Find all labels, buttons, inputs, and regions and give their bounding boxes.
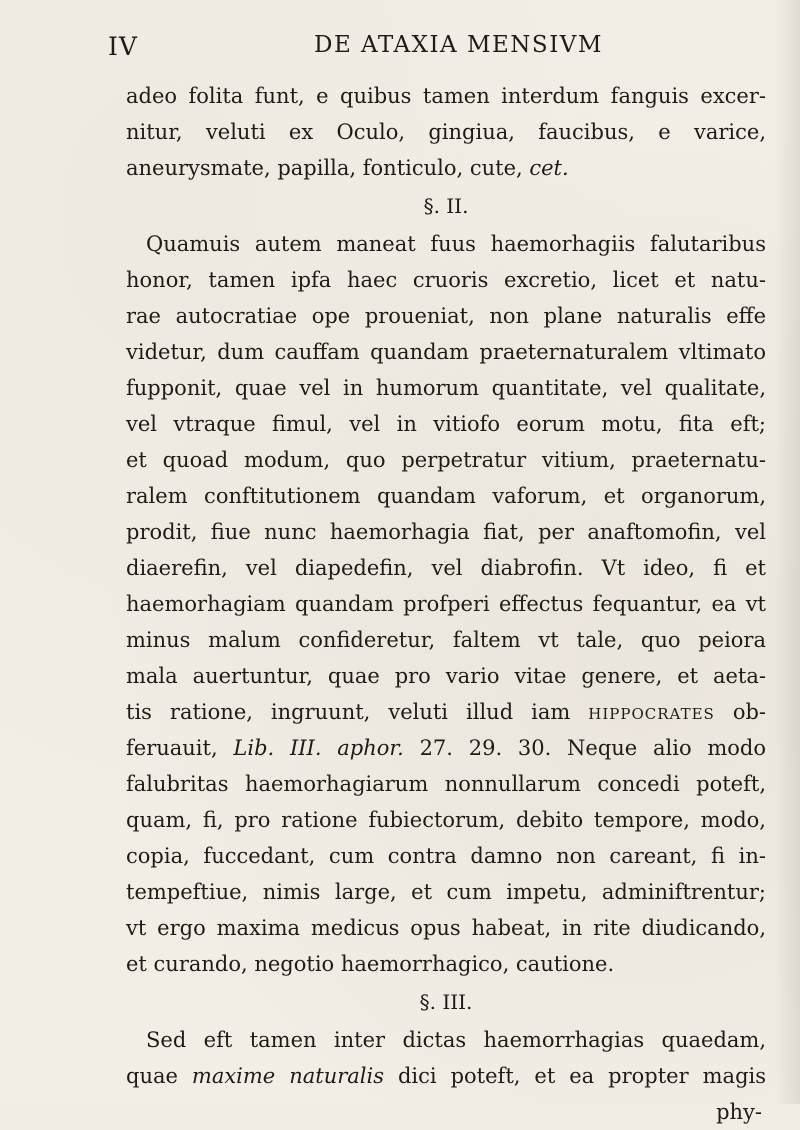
text-line: minus malum confideretur, faltem vt tale, quo peiora xyxy=(126,628,766,652)
text-span: feruauit, xyxy=(126,736,234,760)
text-span: tis ratione, ingruunt, veluti illud iam xyxy=(126,700,589,724)
text-line: tempeftiue, nimis large, et cum impetu, adminiftrentur; xyxy=(126,880,766,904)
author-name: hippocrates xyxy=(588,700,715,724)
section-heading-3: §. III. xyxy=(419,990,473,1014)
text-line: ralem conftitutionem quandam vaforum, et organorum, xyxy=(126,484,766,508)
page-number: IV xyxy=(108,32,138,61)
text-line: fupponit, quae vel in humorum quantitate, vel qualitate, xyxy=(126,376,766,400)
italic-phrase: maxime naturalis xyxy=(191,1064,384,1088)
text-line: nitur, veluti ex Oculo, gingiua, faucibus, e varice, xyxy=(126,120,766,144)
text-line: Sed eft tamen inter dictas haemorrhagias quaedam, xyxy=(146,1028,766,1052)
text-span: ob- xyxy=(714,700,766,724)
text-line: prodit, fiue nunc haemorhagia fiat, per anaftomofin, vel xyxy=(126,520,766,544)
text-line: videtur, dum cauffam quandam praeternaturalem vltimato xyxy=(126,340,766,364)
text-line xyxy=(126,694,766,730)
catchword: phy- xyxy=(716,1100,762,1124)
text-line: diaerefin, vel diapedefin, vel diabrofin. Vt ideo, fi et xyxy=(126,556,766,580)
text-line xyxy=(126,150,766,186)
text-line: rae autocratiae ope proueniat, non plane naturalis effe xyxy=(126,304,766,328)
running-title: DE ATAXIA MENSIVM xyxy=(314,32,603,58)
text-span: 27. 29. 30. Neque alio modo xyxy=(403,736,766,760)
text-line: copia, fuccedant, cum contra damno non careant, fi in- xyxy=(126,844,766,868)
citation: Lib. III. aphor. xyxy=(233,736,404,760)
italic-abbreviation: cet. xyxy=(529,156,569,180)
page-edge-shadow xyxy=(774,0,800,1104)
text-line: Quamuis autem maneat fuus haemorhagiis falutaribus xyxy=(146,232,766,256)
text-line xyxy=(126,1058,766,1094)
text-line: quam, fi, pro ratione fubiectorum, debito tempore, modo, xyxy=(126,808,766,832)
text-line: honor, tamen ipfa haec cruoris excretio, licet et natu- xyxy=(126,268,766,292)
text-span: aneurysmate, papilla, fonticulo, cute, xyxy=(126,156,530,180)
text-line: adeo folita funt, e quibus tamen interdum fanguis excer- xyxy=(126,84,766,108)
text-line xyxy=(126,730,766,766)
text-line: et quoad modum, quo perpetratur vitium, praeternatu- xyxy=(126,448,766,472)
text-span: quae xyxy=(126,1064,192,1088)
text-line: et curando, negotio haemorrhagico, cautione. xyxy=(126,952,615,976)
text-line: falubritas haemorhagiarum nonnullarum concedi poteft, xyxy=(126,772,766,796)
text-line: vel vtraque fimul, vel in vitiofo eorum motu, fita eft; xyxy=(126,412,766,436)
text-line: vt ergo maxima medicus opus habeat, in rite diudicando, xyxy=(126,916,766,940)
text-line: mala auertuntur, quae pro vario vitae genere, et aeta- xyxy=(126,664,766,688)
page-header xyxy=(108,32,708,72)
text-span: dici poteft, et ea propter magis xyxy=(384,1064,767,1088)
text-line: haemorhagiam quandam profperi effectus fequantur, ea vt xyxy=(126,592,766,616)
section-heading-2: §. II. xyxy=(423,194,469,218)
body-text xyxy=(126,78,766,1130)
